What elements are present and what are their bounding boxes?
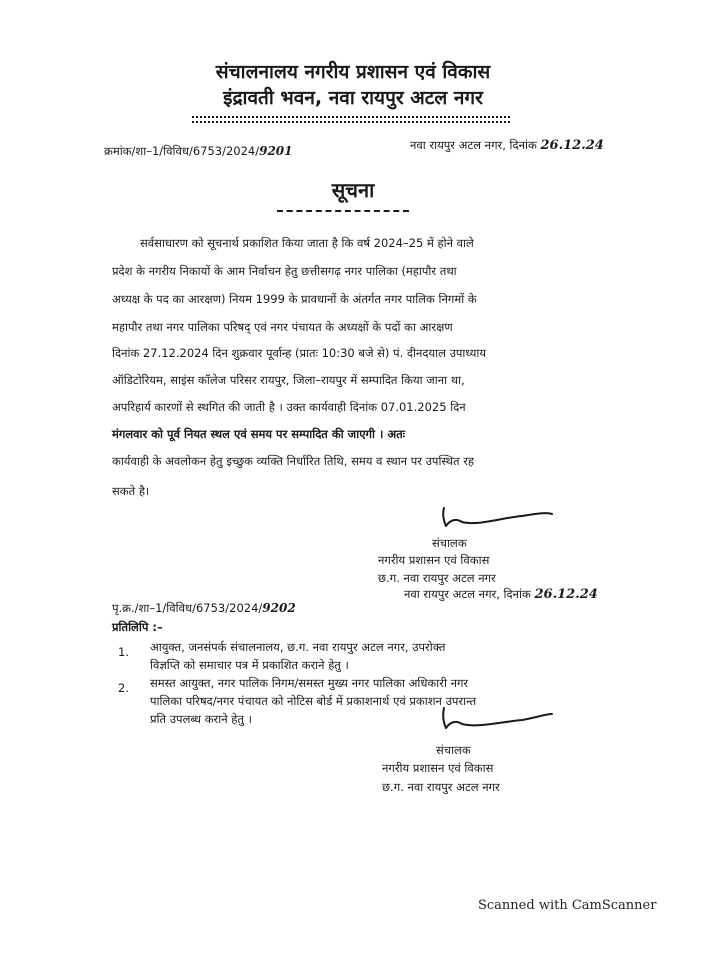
- header-divider: [192, 116, 510, 118]
- reference-number-text: क्रमांक/शा–1/विविध/6753/2024/: [104, 144, 260, 158]
- reference-number-handwritten: 9201: [259, 144, 293, 158]
- reference-date-handwritten: 26.12.24: [540, 138, 604, 153]
- copy-reference-date: [404, 587, 598, 602]
- notice-line: अपरिहार्य कारणों से स्थगित की जाती है । उक्त कार्यवाही दिनांक 07.01.2025 दिन: [112, 400, 466, 414]
- signature-scribble: [438, 500, 558, 536]
- office-address: इंद्रावती भवन, नवा रायपुर अटल नगर: [223, 87, 483, 109]
- notice-line: कार्यवाही के अवलोकन हेतु इच्छुक व्यक्ति निर्धारित तिथि, समय व स्थान पर उपस्थित रह: [112, 454, 475, 468]
- header-divider-2: [192, 121, 510, 123]
- signatory-place-2: छ.ग. नवा रायपुर अटल नगर: [382, 780, 500, 794]
- copy-item-line: समस्त आयुक्त, नगर पालिक निगम/समस्त मुख्य नगर पालिका अधिकारी नगर: [150, 676, 469, 690]
- reference-date: [410, 138, 604, 153]
- signatory-department: नगरीय प्रशासन एवं विकास: [378, 553, 490, 567]
- copy-reference-number: [112, 601, 296, 616]
- copy-reference-number-text: पृ.क्र./शा–1/विविध/6753/2024/: [112, 601, 263, 615]
- copy-item-number: 1.: [118, 645, 129, 659]
- signature-scribble-2: [438, 702, 558, 738]
- notice-line: मंगलवार को पूर्व नियत स्थल एवं समय पर सम्पादित की जाएगी । अतः: [112, 427, 406, 441]
- office-name: संचालनालय नगरीय प्रशासन एवं विकास: [215, 61, 491, 83]
- notice-title-underline: [277, 210, 409, 212]
- copy-item-number: 2.: [118, 681, 129, 695]
- scanner-watermark: Scanned with CamScanner: [478, 898, 657, 913]
- notice-line: सकते है।: [112, 484, 150, 498]
- copy-reference-place: नवा रायपुर अटल नगर, दिनांक: [404, 587, 531, 601]
- notice-title: सूचना: [331, 178, 375, 202]
- notice-line: सर्वसाधारण को सूचनार्थ प्रकाशित किया जाता है कि वर्ष 2024–25 में होने वाले: [140, 236, 474, 250]
- copy-item-line: आयुक्त, जनसंपर्क संचालनालय, छ.ग. नवा रायपुर अटल नगर, उपरोक्त: [150, 640, 446, 654]
- copy-item-line: विज्ञप्ति को समाचार पत्र में प्रकाशित कराने हेतु ।: [150, 658, 349, 672]
- signatory-department-2: नगरीय प्रशासन एवं विकास: [382, 761, 494, 775]
- notice-line: प्रदेश के नगरीय निकायों के आम निर्वाचन हेतु छत्तीसगढ़ नगर पालिका (महापौर तथा: [112, 264, 457, 278]
- notice-line: दिनांक 27.12.2024 दिन शुक्रवार पूर्वान्ह (प्रातः 10:30 बजे से) पं. दीनदयाल उपाध्याय: [112, 346, 487, 360]
- signatory-place: छ.ग. नवा रायपुर अटल नगर: [378, 571, 496, 585]
- signatory-designation: संचालक: [432, 536, 467, 550]
- notice-line: ऑडिटोरियम, साइंस कॉलेज परिसर रायपुर, जिला–रायपुर में सम्पादित किया जाना था,: [112, 373, 465, 387]
- signatory-designation-2: संचालक: [436, 743, 471, 757]
- copy-item-line: प्रति उपलब्ध कराने हेतु ।: [150, 712, 252, 726]
- reference-number: [104, 144, 293, 159]
- copy-reference-date-handwritten: 26.12.24: [534, 587, 598, 602]
- copy-heading: प्रतिलिपि :–: [112, 620, 163, 634]
- copy-item-line: पालिका परिषद/नगर पंचायत को नोटिस बोर्ड में प्रकाशनार्थ एवं प्रकाशन उपरान्त: [150, 694, 477, 708]
- notice-line: महापौर तथा नगर पालिका परिषद् एवं नगर पंचायत के अध्यक्षों के पदों का आरक्षण: [112, 320, 453, 334]
- reference-place: नवा रायपुर अटल नगर, दिनांक: [410, 138, 537, 152]
- copy-reference-number-handwritten: 9202: [262, 601, 296, 615]
- notice-line: अध्यक्ष के पद का आरक्षण) नियम 1999 के प्रावधानों के अंतर्गत नगर पालिक निगमों के: [112, 292, 477, 306]
